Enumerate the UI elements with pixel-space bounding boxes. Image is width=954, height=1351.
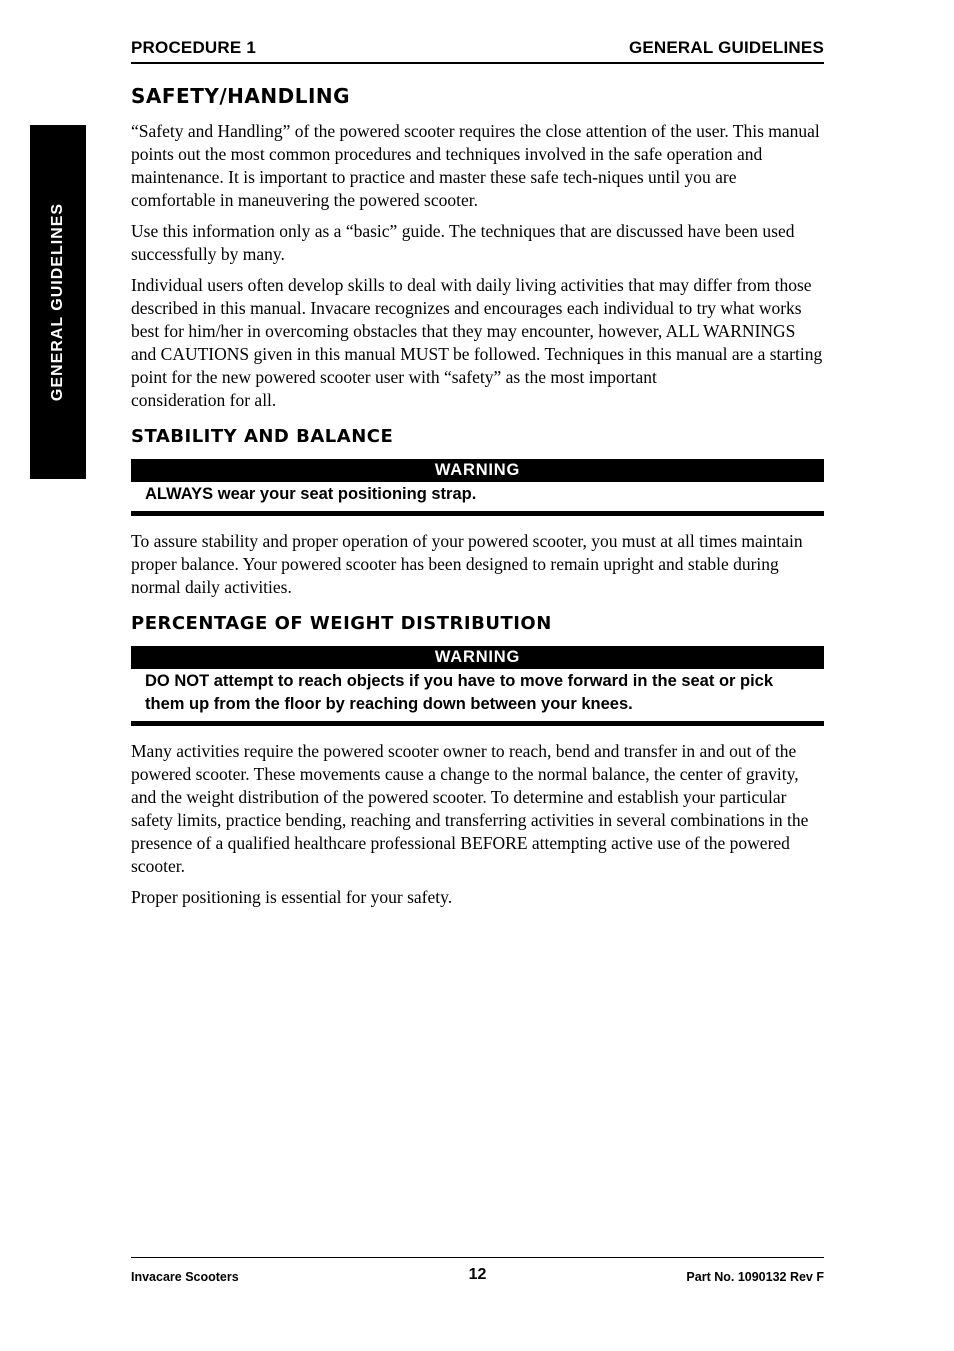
stability-warning-text: ALWAYS wear your seat positioning strap. (131, 482, 824, 516)
weight-warning-box (131, 646, 824, 726)
stability-warning-box (131, 459, 824, 516)
footer-part-number: Part No. 1090132 Rev F (686, 1270, 824, 1284)
safety-paragraph-2: Use this information only as a “basic” guide. The techniques that are discussed have been used successfully by many. (131, 221, 795, 264)
safety-paragraph-1: “Safety and Handling” of the powered scooter requires the close attention of the user. This manual points out the most common procedures and techniques involved in the safe operation and maintenance. It is important to practice and master these safe tech-niques until you are comfortable in maneuvering the powered scooter. (131, 121, 820, 210)
header-procedure: PROCEDURE 1 (131, 38, 257, 57)
page-content (131, 84, 824, 917)
stability-heading: STABILITY AND BALANCE (131, 426, 394, 447)
page-number: 12 (468, 1266, 487, 1283)
safety-paragraph-3-end: consideration for all. (131, 390, 277, 410)
page-footer (131, 1257, 824, 1284)
weight-warning-text: DO NOT attempt to reach objects if you have to move forward in the seat or pick them up from the floor by reaching down between your knees. (131, 669, 824, 726)
header-section-title: GENERAL GUIDELINES (628, 38, 824, 57)
side-tab (30, 125, 86, 479)
weight-heading: PERCENTAGE OF WEIGHT DISTRIBUTION (131, 613, 552, 634)
side-tab-label: GENERAL GUIDELINES (49, 202, 66, 402)
weight-paragraph-2: Proper positioning is essential for your safety. (131, 887, 453, 907)
footer-product: Invacare Scooters (131, 1270, 239, 1284)
weight-paragraph-1: Many activities require the powered scooter owner to reach, bend and transfer in and out of the powered scooter. These movements cause a change to the normal balance, the center of gravity, and the weight distribution of the powered scooter. To determine and establish your particular safety limits, practice bending, reaching and transferring activities in several combinations in the presence of a qualified healthcare professional BEFORE attempting active use of the powered scooter. (131, 741, 809, 876)
weight-warning-label: WARNING (131, 646, 824, 669)
stability-warning-label: WARNING (131, 459, 824, 482)
stability-paragraph: To assure stability and proper operation of your powered scooter, you must at all times maintain proper balance. Your powered scooter has been designed to remain upright and stable during normal daily activities. (131, 531, 803, 597)
page-header (131, 36, 824, 64)
safety-paragraph-3: Individual users often develop skills to deal with daily living activities that may differ from those described in this manual. Invacare recognizes and encourages each individual to try what works best for him/her in overcoming obstacles that they may encounter, however, ALL WARNINGS and CAUTIONS given in this manual MUST be followed. Techniques in this manual are a starting point for the new powered scooter user with “safety” as the most important (131, 275, 823, 387)
safety-heading: SAFETY/HANDLING (131, 84, 351, 108)
